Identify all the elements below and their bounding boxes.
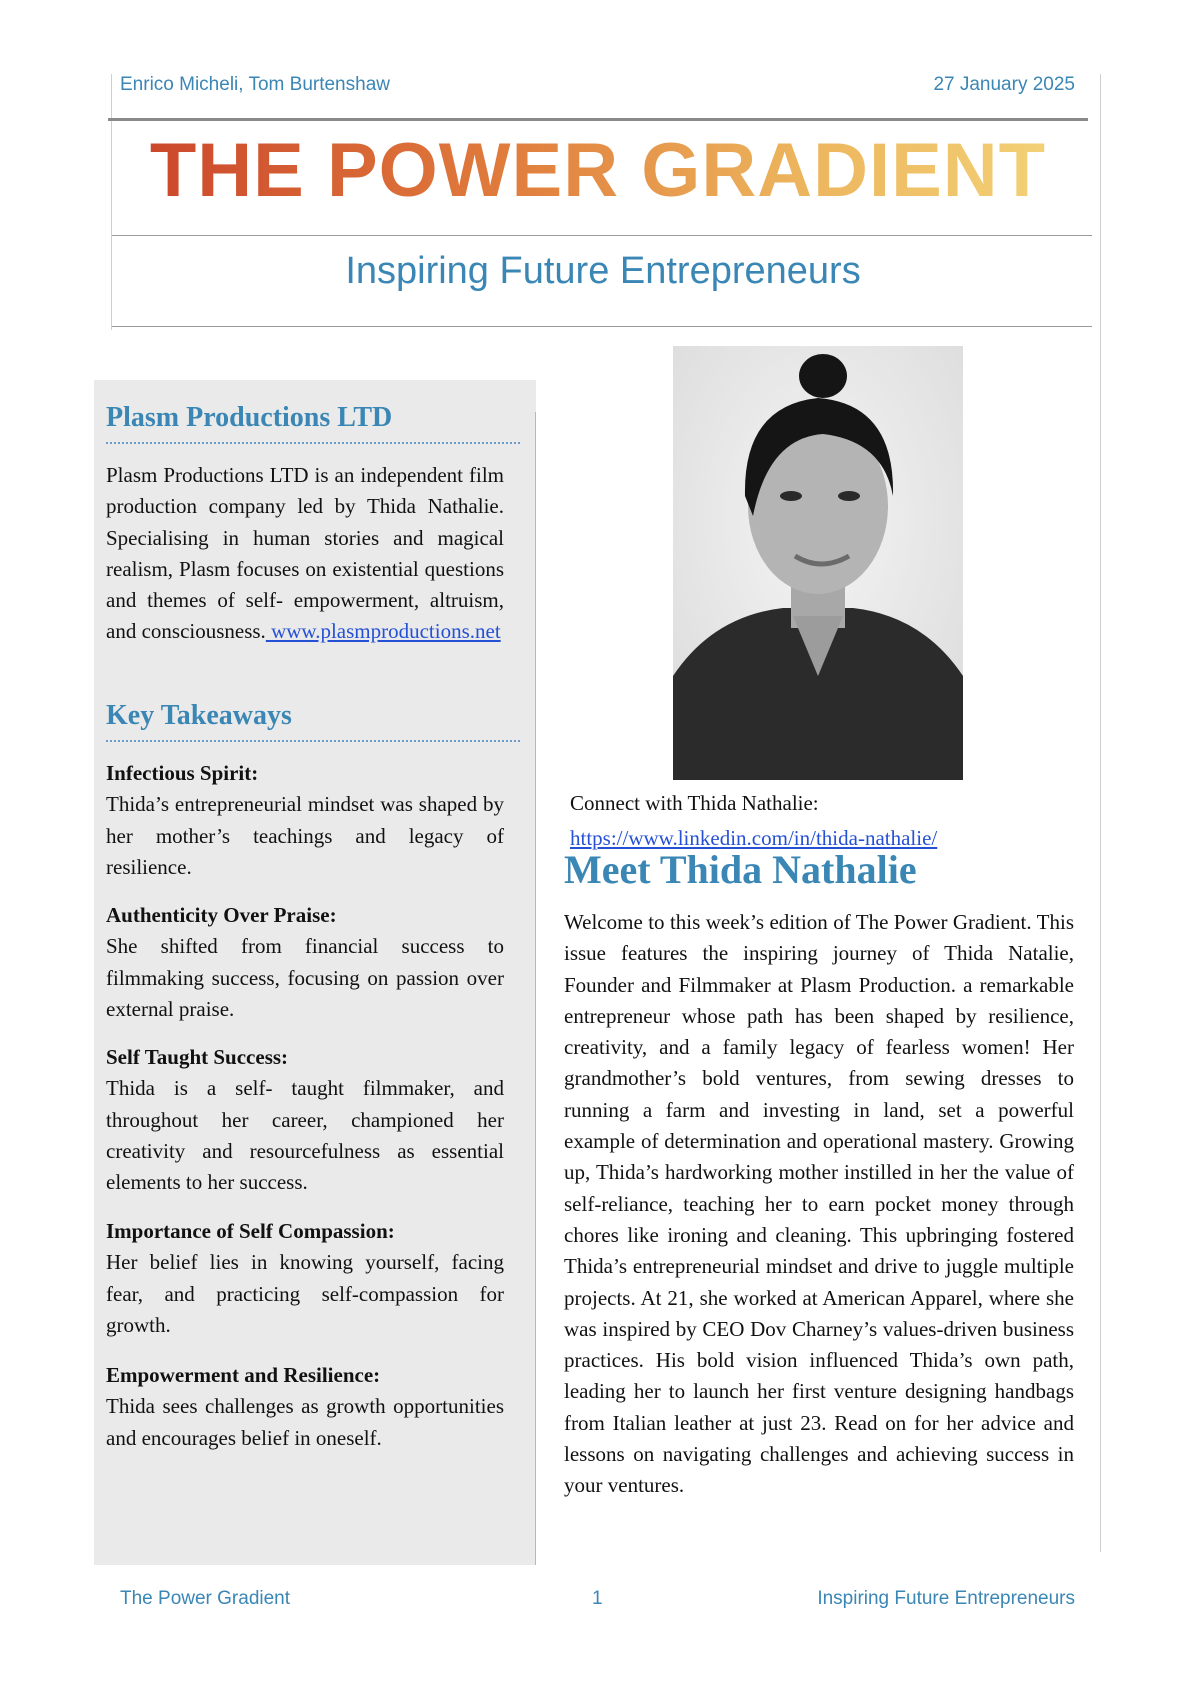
takeaway-title: Infectious Spirit: xyxy=(106,761,259,785)
takeaway-text: Her belief lies in knowing yourself, facing fear, and practicing self-compassion for growth. xyxy=(106,1250,504,1337)
company-description xyxy=(106,460,504,648)
takeaway-item xyxy=(106,1042,504,1198)
subtitle-divider xyxy=(112,326,1092,327)
takeaway-text: Thida’s entrepreneurial mindset was shaped by her mother’s teachings and legacy of resilience. xyxy=(106,792,504,879)
footer-left: The Power Gradient xyxy=(120,1588,291,1609)
authors: Enrico Micheli, Tom Burtenshaw xyxy=(120,74,390,95)
page-right-border xyxy=(1100,74,1101,1552)
title-divider xyxy=(112,235,1092,236)
header-divider xyxy=(108,118,1088,121)
takeaway-item xyxy=(106,758,504,883)
takeaway-title: Empowerment and Resilience: xyxy=(106,1363,381,1387)
takeaway-title: Importance of Self Compassion: xyxy=(106,1219,395,1243)
connect-label: Connect with Thida Nathalie: xyxy=(570,791,819,815)
takeaway-item xyxy=(106,1216,504,1341)
takeaway-item xyxy=(106,1360,504,1454)
takeaway-title: Self Taught Success: xyxy=(106,1045,289,1069)
company-heading: Plasm Productions LTD xyxy=(106,402,520,444)
takeaway-title: Authenticity Over Praise: xyxy=(106,903,337,927)
article-body: Welcome to this week’s edition of The Power Gradient. This issue features the inspiring journey of Thida Natalie, Founder and Filmmaker at Plasm Production. a remarkable entrepreneur whose path has been shaped by resilience, creativity, and a family legacy of fearless women! Her grandmother’s bold ventures, from sewing dresses to running a farm and investing in land, set a powerful example of determination and operational mastery. Growing up, Thida’s hardworking mother instilled in her the value of self-reliance, teaching her to earn pocket money through chores like ironing and cleaning. This upbringing fostered Thida’s entrepreneurial mindset and drive to juggle multiple projects. At 21, she worked at American Apparel, where she was inspired by CEO Dov Charney’s values-driven business practices. His bold vision influenced Thida’s own path, leading her to launch her first venture designing handbags from Italian leather at just 23. Read on for her advice and lessons on navigating challenges and achieving success in your ventures. xyxy=(564,910,1074,1498)
takeaway-item xyxy=(106,900,504,1025)
issue-date: 27 January 2025 xyxy=(933,74,1075,95)
company-website-link[interactable]: www.plasmproductions.net xyxy=(265,619,501,644)
header-top xyxy=(120,74,1075,96)
newsletter-subtitle: Inspiring Future Entrepreneurs xyxy=(345,250,861,292)
takeaways-heading: Key Takeaways xyxy=(106,700,520,742)
takeaway-text: Thida sees challenges as growth opportunities and encourages belief in oneself. xyxy=(106,1394,504,1450)
page-number: 1 xyxy=(592,1588,603,1609)
takeaway-text: She shifted from financial success to filmmaking success, focusing on passion over external praise. xyxy=(106,934,504,1021)
newsletter-title: THE POWER GRADIENT xyxy=(108,126,1088,216)
footer-right: Inspiring Future Entrepreneurs xyxy=(817,1588,1075,1609)
linkedin-link[interactable]: https://www.linkedin.com/in/thida-nathalie/ xyxy=(570,826,938,850)
article-heading: Meet Thida Nathalie xyxy=(564,847,917,892)
company-text: Plasm Productions LTD is an independent film production company led by Thida Nathalie. Specialising in human stories and magical realism, Plasm focuses on existential questions and themes of self- empowerment, altruism, and consciousness. xyxy=(106,463,504,644)
sidebar-edge xyxy=(535,412,536,1565)
portrait-illustration xyxy=(673,346,963,780)
portrait-photo xyxy=(673,346,963,780)
takeaway-text: Thida is a self- taught filmmaker, and throughout her career, championed her creativity and resourcefulness as essential elements to her success. xyxy=(106,1076,504,1195)
